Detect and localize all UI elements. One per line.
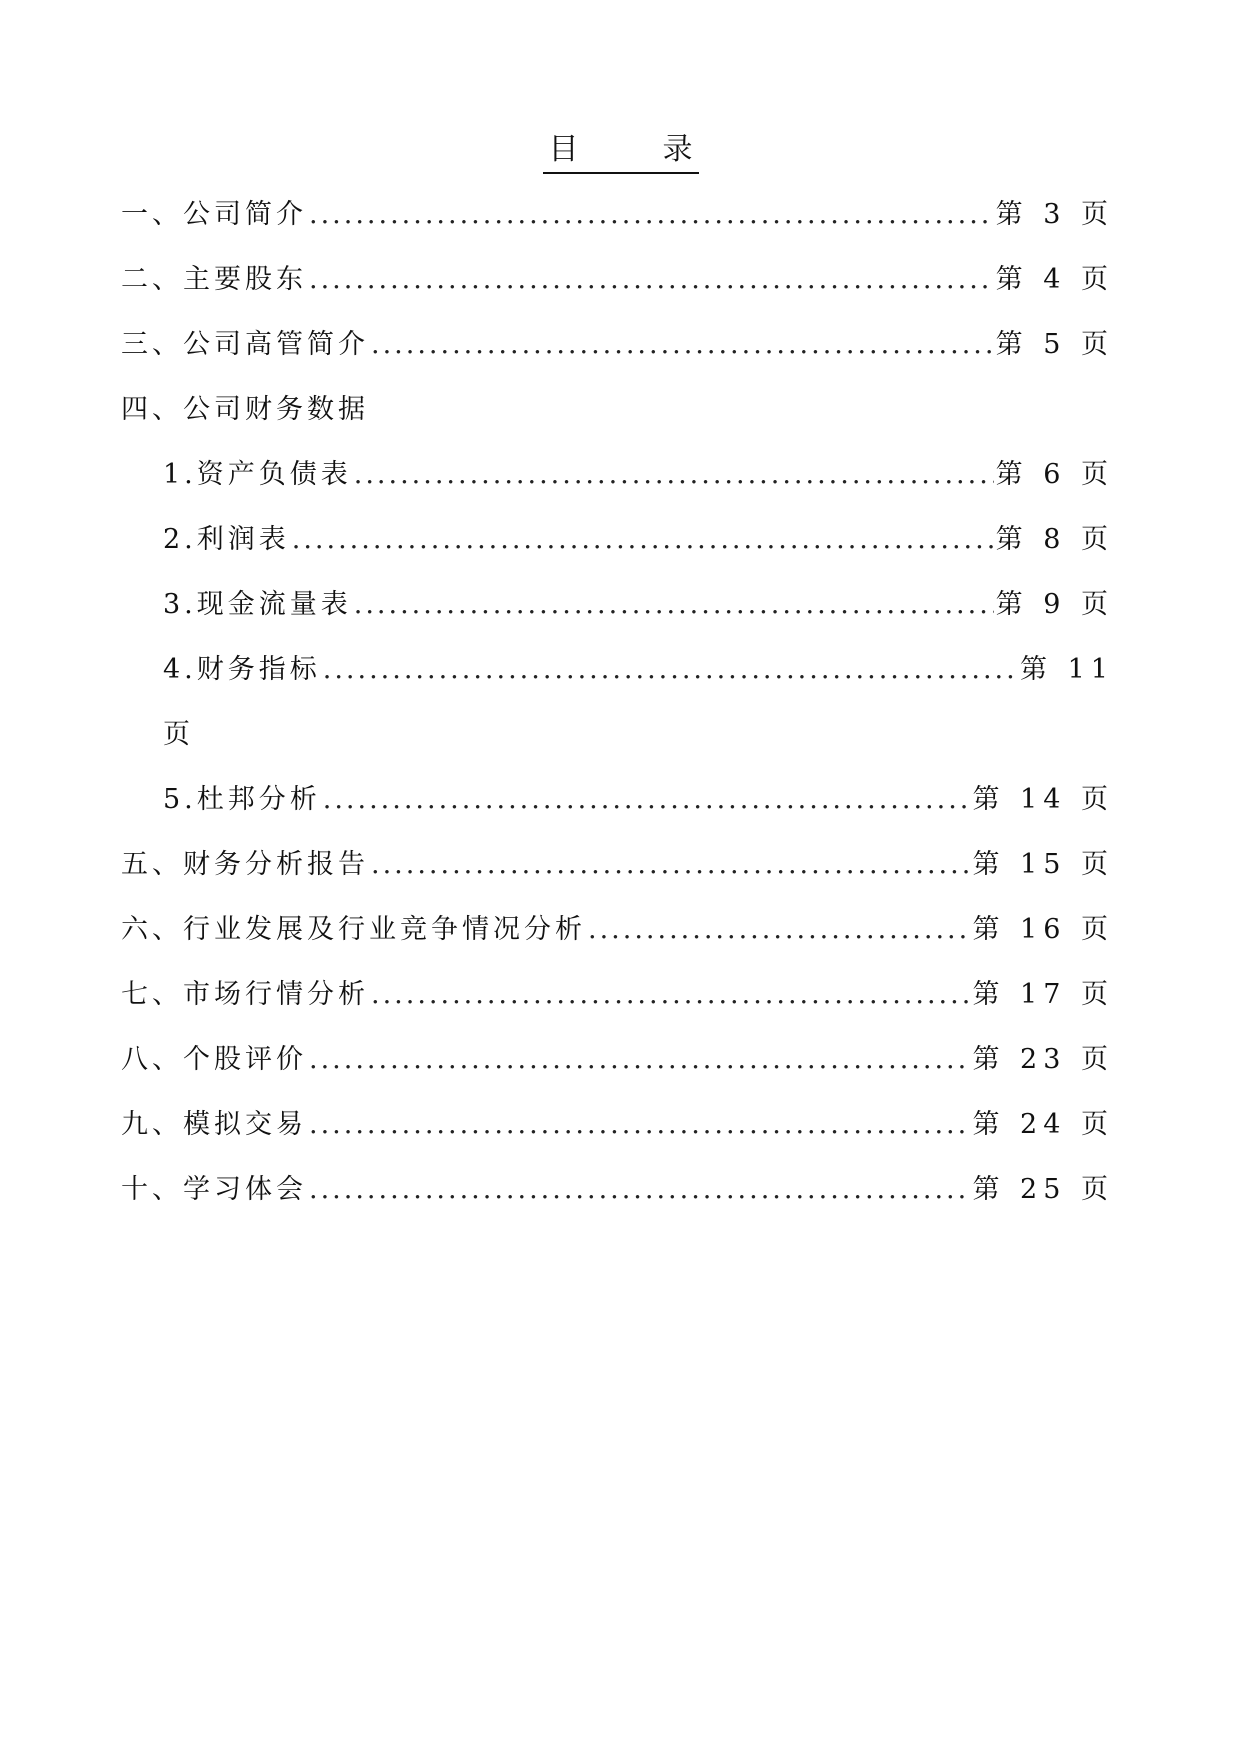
table-of-contents [121,192,1114,1232]
toc-entry-page: 第 4 页 [995,264,1114,295]
dot-leader [588,914,970,945]
toc-entry-balance-sheet[interactable] [121,452,1114,517]
toc-entry-income-statement[interactable] [121,517,1114,582]
toc-entry-label: 3.现金流量表 [163,589,352,620]
toc-entry-label: 五、财务分析报告 [121,849,369,880]
dot-leader [309,1044,970,1075]
toc-entry-label: 九、模拟交易 [121,1109,307,1140]
dot-leader [309,199,994,230]
toc-title-part2: 录 [662,132,693,167]
toc-entry-learning-reflections[interactable] [121,1167,1114,1232]
toc-entry-page: 第 6 页 [995,459,1114,490]
dot-leader [323,654,1018,685]
toc-entry-page: 第 3 页 [995,199,1114,230]
toc-entry-dupont-analysis[interactable] [121,777,1114,842]
dot-leader [354,589,994,620]
dot-leader [323,784,971,815]
toc-entry-label: 页 [163,719,194,750]
toc-entry-financial-indicators[interactable] [121,647,1114,712]
toc-entry-label: 4.财务指标 [163,654,321,685]
toc-title [0,130,1241,174]
toc-entry-simulated-trading[interactable] [121,1102,1114,1167]
toc-entry-financial-report[interactable] [121,842,1114,907]
toc-entry-page: 第 23 页 [972,1044,1114,1075]
dot-leader [371,849,970,880]
toc-entry-market-analysis[interactable] [121,972,1114,1037]
toc-entry-cash-flow[interactable] [121,582,1114,647]
toc-entry-label: 八、个股评价 [121,1044,307,1075]
toc-title-underlined [543,130,699,174]
toc-entry-label: 三、公司高管简介 [121,329,369,360]
toc-title-part1: 目 [548,132,579,167]
dot-leader [309,264,994,295]
toc-entry-main-shareholders[interactable] [121,257,1114,322]
dot-leader [371,979,970,1010]
toc-entry-wrap-continuation [121,712,1114,777]
dot-leader [309,1109,970,1140]
toc-entry-label: 六、行业发展及行业竞争情况分析 [121,914,586,945]
dot-leader [309,1174,970,1205]
toc-entry-page: 第 15 页 [972,849,1114,880]
toc-entry-label: 1.资产负债表 [163,459,352,490]
toc-entry-label: 二、主要股东 [121,264,307,295]
toc-entry-label: 十、学习体会 [121,1174,307,1205]
toc-entry-page: 第 5 页 [995,329,1114,360]
toc-entry-label: 七、市场行情分析 [121,979,369,1010]
dot-leader [292,524,994,555]
toc-entry-page: 第 24 页 [972,1109,1114,1140]
dot-leader [371,329,994,360]
toc-entry-label: 四、公司财务数据 [121,394,369,425]
toc-entry-industry-analysis[interactable] [121,907,1114,972]
toc-entry-page: 第 16 页 [972,914,1114,945]
toc-entry-executives[interactable] [121,322,1114,387]
toc-entry-page: 第 11 [1020,654,1114,685]
toc-entry-label: 5.杜邦分析 [163,784,321,815]
toc-entry-page: 第 14 页 [972,784,1114,815]
dot-leader [354,459,994,490]
toc-entry-stock-evaluation[interactable] [121,1037,1114,1102]
toc-entry-company-intro[interactable] [121,192,1114,257]
toc-entry-label: 一、公司简介 [121,199,307,230]
toc-entry-page: 第 8 页 [995,524,1114,555]
toc-entry-financial-data[interactable] [121,387,1114,452]
toc-entry-page: 第 17 页 [972,979,1114,1010]
toc-entry-page: 第 9 页 [995,589,1114,620]
toc-entry-page: 第 25 页 [972,1174,1114,1205]
toc-entry-label: 2.利润表 [163,524,290,555]
